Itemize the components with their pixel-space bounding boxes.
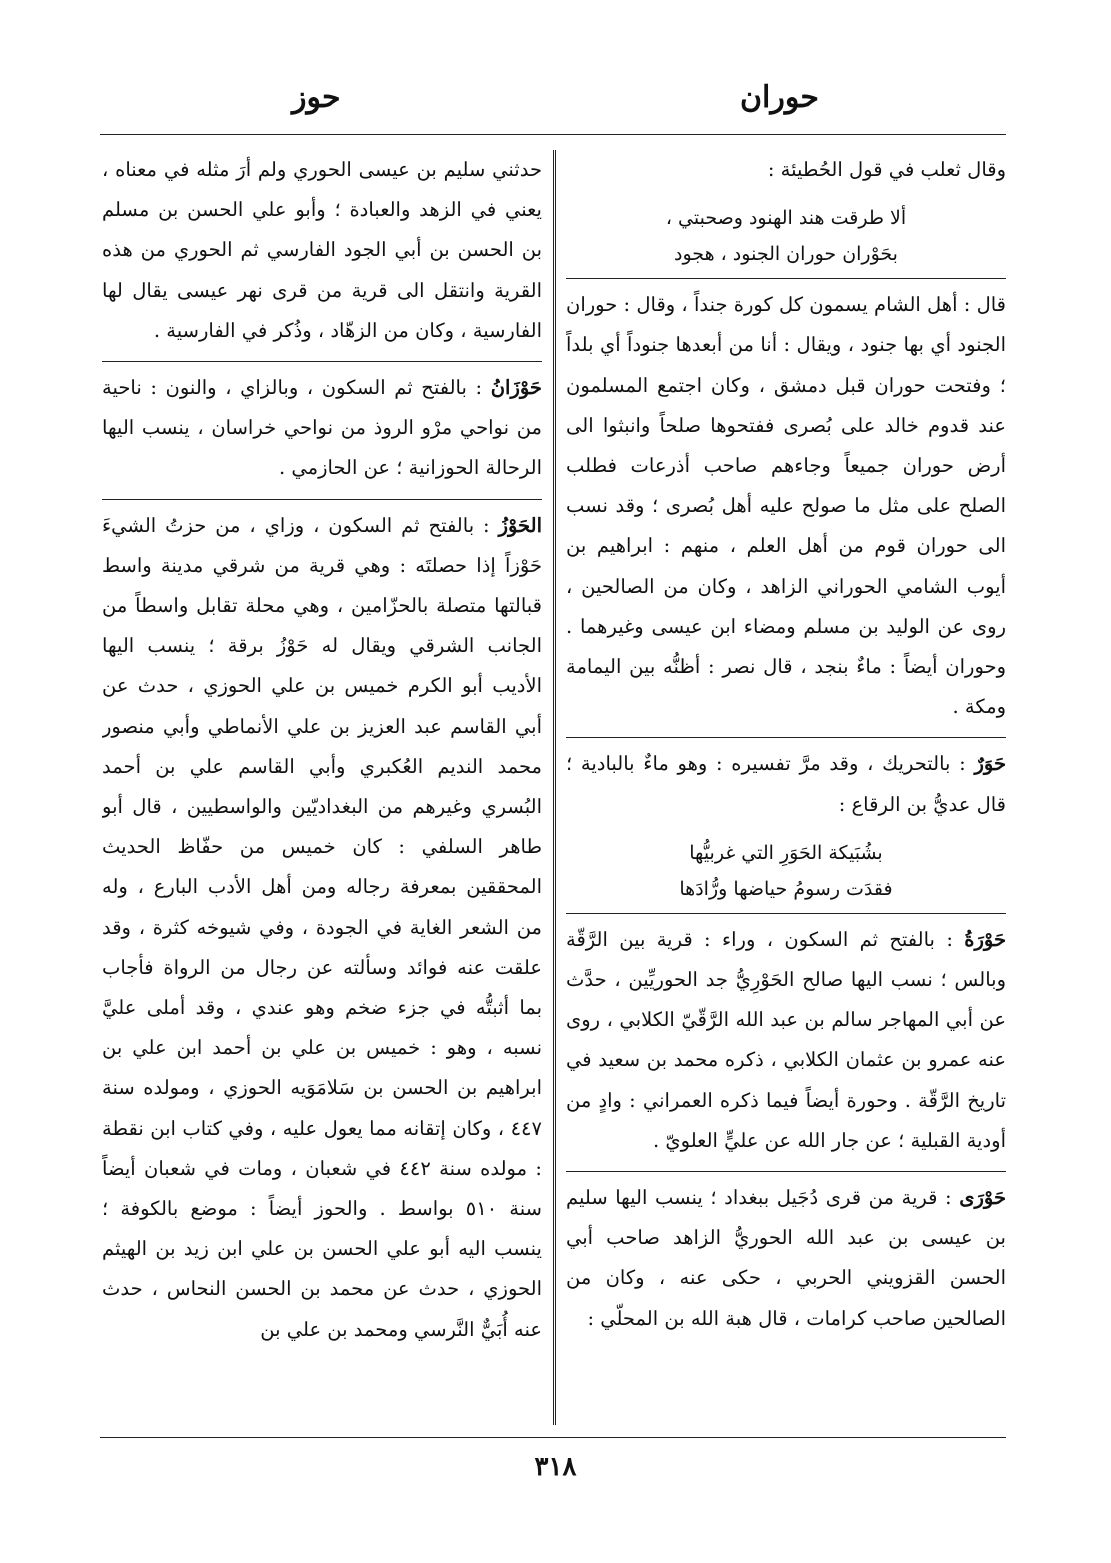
verse-block: [566, 835, 1006, 907]
entry-headword: الحَوْزُ: [498, 513, 542, 537]
entry-text: : قرية من قرى دُجَيل ببغداد ؛ ينسب اليها سليم بن عيسى بن عبد الله الحوريُّ الزاهد صاحب أبي الحسن القزويني الحربي ، حكى عنه ، وكان من الصالحين صاحب كرامات ، قال هبة الله بن المحلّي :: [566, 1186, 1006, 1330]
footer-rule: [100, 1437, 1006, 1438]
verse-line: ألا طرقت هند الهنود وصحبتي ،: [665, 207, 907, 230]
entry-hawra: [566, 913, 1006, 1161]
left-column: [102, 150, 542, 1425]
entry-hawra-village: [566, 1171, 1006, 1339]
entry-paragraph: قال : أهل الشام يسمون كل كورة جنداً ، وقال : حوران الجنود أي بها جنود ، ويقال : أنا من أبعدها جنوداً أي بلداً ؛ وفتحت حوران قبل دمشق ، وكان اجتمع المسلمون عند قدوم خالد على بُصرى ففتحوها صلحاً وانبثوا الى أرض حوران جميعاً وجاءهم صاحب أذرعات فطلب الصلح على مثل ما صولح عليه أهل بُصرى ؛ وقد نسب الى حوران قوم من أهل العلم ، منهم : ابراهيم بن أيوب الشامي الحوراني الزاهد ، وكان من الصالحين ، روى عن الوليد بن مسلم ومضاء ابن عيسى وغيرهما . وحوران أيضاً : ماءٌ بنجد ، قال نصر : أظنُّه بين اليمامة ومكة .: [566, 278, 1006, 727]
entry-text: : بالفتح ثم السكون ، وبالزاي ، والنون : ناحية من نواحي مرْو الروذ من نواحي خراسان ، ينسب اليها الرحالة الحوزانية ؛ عن الحازمي .: [102, 376, 542, 480]
entry-al-hawz: [102, 499, 542, 1350]
verse-block: [566, 200, 1006, 272]
verse-line: فقدَت رسومُ حياضها ورُّادَها: [679, 877, 893, 900]
entry-text: : بالفتح ثم السكون ، وراء : قرية بين الرَّقّة وبالس ؛ نسب اليها صالح الحَوْرِيُّ جد الحوريِّين ، حدَّث عن أبي المهاجر سالم بن عبد الله الرَّقّيّ الكلابي ، روى عنه عمرو بن عثمان الكلابي ، ذكره محمد بن سعيد في تاريخ الرَّقّة . وحورة أيضاً فيما ذكره العمراني : وادٍ من أودية القبلية ؛ عن جار الله عن عليٍّ العلويّ .: [566, 927, 1006, 1152]
right-column: [566, 150, 1006, 1425]
entry-text: : بالفتح ثم السكون ، وزاي ، من حزتُ الشيءَ حَوْزاً إذا حصلتَه : وهي قرية من شرقي مدينة واسط قبالتها متصلة بالحزّامين ، وهي محلة تقابل واسطاً من الجانب الشرقي ويقال له حَوْزُ برقة ؛ ينسب اليها الأديب أبو الكرم خميس بن علي الحوزي ، حدث عن أبي القاسم عبد العزيز بن علي الأنماطي وأبي منصور محمد النديم العُكبري وأبي القاسم علي بن أحمد البُسري وغيرهم من البغداديّين والواسطيين ، قال أبو طاهر السلفي : كان خميس من حفّاظ الحديث المحققين بمعرفة رجاله ومن أهل الأدب البارع ، وله من الشعر الغاية في الجودة ، وفي شيوخه كثرة ، وقد علقت عنه فوائد وسألته عن رجال من الرواة فأجاب بما أثبتُّه في جزء ضخم وهو عندي ، وقد أملى عليَّ نسبه ، وهو : خميس بن علي بن أحمد ابن علي بن ابراهيم بن الحسن بن سَلامَوَيه الحوزي ، ومولده سنة ٤٤٧ ، وكان إتقانه مما يعول عليه ، وفي كتاب ابن نقطة : مولده سنة ٤٤٢ في شعبان ، ومات في شعبان أيضاً سنة ٥١٠ بواسط . والحوز أيضاً : موضع بالكوفة ؛ ينسب اليه أبو علي الحسن بن علي ابن زيد بن الهيثم الحوزي ، حدث عن محمد بن الحسن النحاس ، حدث عنه أُبَيٌّ النَّرسي ومحمد بن علي بن: [102, 513, 542, 1341]
entry-hawzan: [102, 361, 542, 489]
entry-headword: حَوْرَى: [959, 1186, 1006, 1210]
running-header-left: حوز: [292, 80, 341, 115]
entry-headword: حَوَرٌ: [974, 752, 1006, 776]
page-number: ٣١٨: [534, 1452, 577, 1482]
header-rule: [100, 134, 1006, 135]
entry-text: : بالتحريك ، وقد مرَّ تفسيره : وهو ماءٌ بالبادية ؛ قال عديُّ بن الرقاع :: [566, 752, 1006, 816]
running-header-right: حوران: [740, 80, 819, 115]
entry-headword: حَوْرَةُ: [964, 927, 1006, 951]
verse-line: بحَوْران حوران الجنود ، هجود: [674, 243, 898, 266]
entry-headword: حَوْزَانُ: [490, 376, 542, 400]
entry-paragraph: حدثني سليم بن عيسى الحوري ولم أرَ مثله في معناه ، يعني في الزهد والعبادة ؛ وأبو علي الحسن بن مسلم بن الحسن بن أبي الجود الفارسي ثم الحوري من هذه القرية وانتقل الى قرية من قرى نهر عيسى يقال لها الفارسية ، وكان من الزهّاد ، وذُكر في الفارسية .: [102, 158, 542, 342]
column-divider: [553, 150, 556, 1425]
intro-line: وقال ثعلب في قول الحُطيئة :: [767, 158, 1006, 181]
entry-hawar: [566, 737, 1006, 824]
verse-line: بشُبَيكة الحَوَرِ التي غربيُّها: [689, 841, 883, 864]
